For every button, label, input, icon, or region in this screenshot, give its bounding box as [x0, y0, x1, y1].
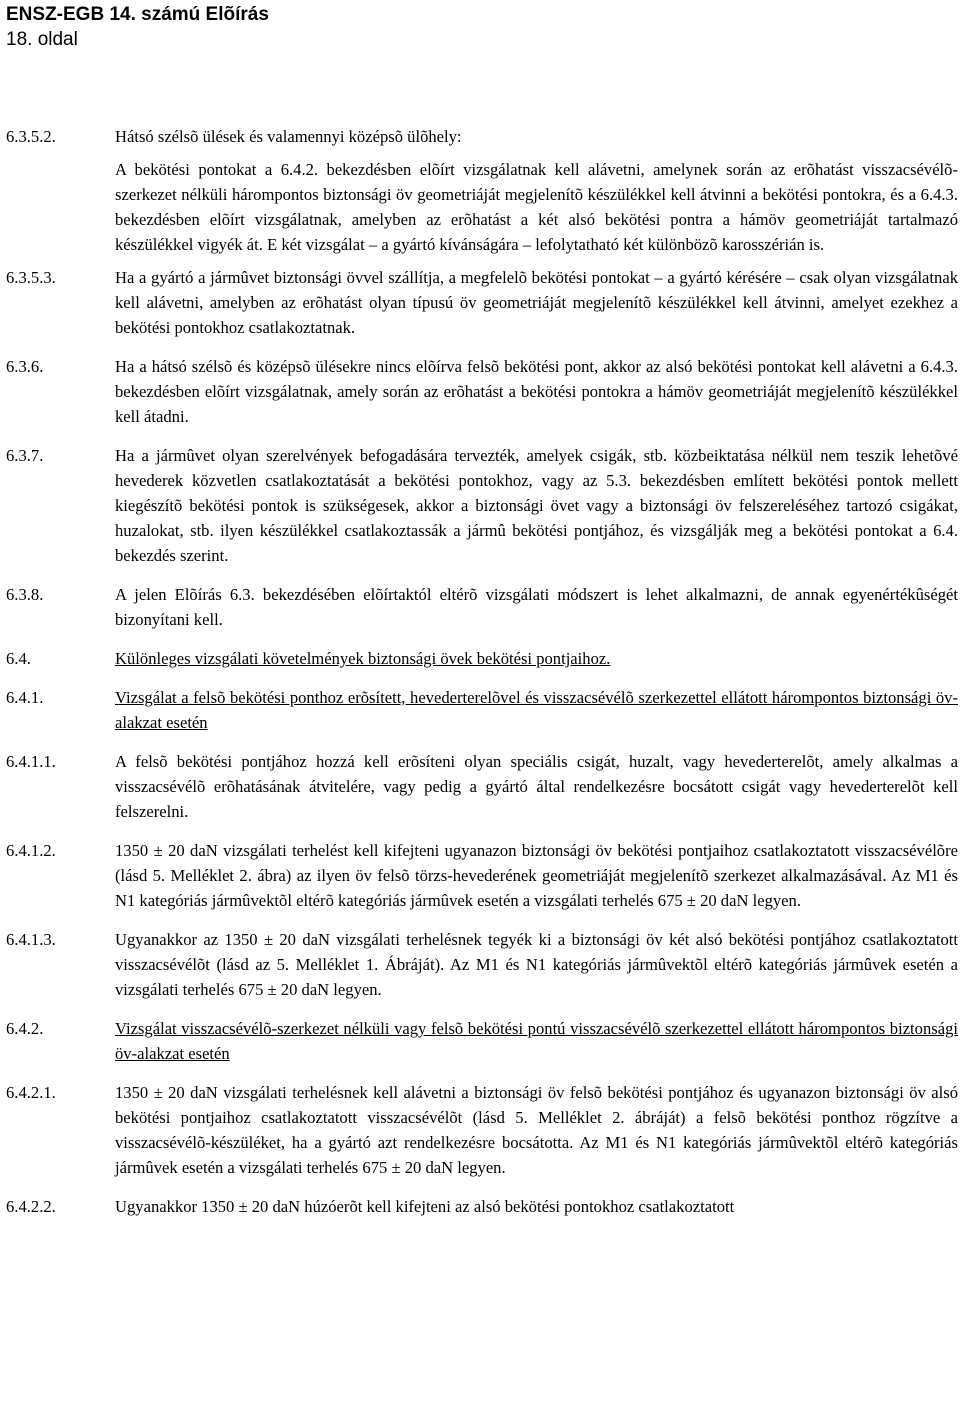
section-number: 6.4.1.1. [6, 752, 56, 771]
section-6-3-7 [6, 443, 958, 568]
section-heading: Különleges vizsgálati követelmények biztonsági övek bekötési pontjaihoz. [115, 649, 611, 668]
section-number: 6.4.1.3. [6, 930, 56, 949]
document-body [6, 124, 958, 1219]
section-text: Ha a jármûvet olyan szerelvények befogadására tervezték, amelyek csigák, stb. közbeiktatása nélkül nem teszik lehetõvé hevederek közvetlen csatlakoztatását a bekötési pontokhoz, vagy az 5.3. bekezdésben említett bekötési pontok mellett kiegészítõ bekötési pontok is szükségesek, akkor a biztonsági övet vagy a biztonsági öv felszereléséhez tartozó csigákat, huzalokat, stb. ilyen készülékkel csatlakoztassák a jármû bekötési pontjához, és vizsgálják meg a bekötési pontokat a 6.4. bekezdés szerint. [115, 446, 958, 565]
section-text: 1350 ± 20 daN vizsgálati terhelést kell kifejteni ugyanazon biztonsági öv bekötési pontjaihoz csatlakoztatott visszacsévélõre (lásd 5. Melléklet 2. ábra) az ilyen öv felsõ törzs-hevederének geometriáját megjelenítõ szerkezet alkalmazásával. Az M1 és N1 kategóriás jármûvektõl eltérõ kategóriás jármûvek esetén a vizsgálati terhelés 675 ± 20 daN legyen. [115, 841, 958, 910]
section-number: 6.3.7. [6, 446, 44, 465]
document-title: ENSZ-EGB 14. számú Elõírás [6, 4, 269, 25]
section-6-4-2 [6, 1016, 958, 1066]
section-6-4-2-1 [6, 1080, 958, 1180]
section-text: 1350 ± 20 daN vizsgálati terhelésnek kell alávetni a biztonsági öv felsõ bekötési pontjához és ugyanazon biztonsági öv alsó bekötési pontjaihoz csatlakoztatott visszacsévélõt (lásd 5. Melléklet 2. ábráját) a felsõ bekötési ponthoz rögzítve a visszacsévélõ-készüléket, ha a gyártó azt rendelkezésre bocsátotta. Az M1 és N1 kategóriás jármûvektõl eltérõ kategóriás jármûvek esetén a vizsgálati terhelés 675 ± 20 daN legyen. [115, 1083, 958, 1177]
section-text: Ugyanakkor az 1350 ± 20 daN vizsgálati terhelésnek tegyék ki a biztonsági öv két alsó bekötési pontjához csatlakoztatott visszacsévélõt (lásd az 5. Melléklet 1. Ábráját). Az M1 és N1 kategóriás jármûvektõl eltérõ kategóriás jármûvek esetén a vizsgálati terhelés 675 ± 20 daN legyen. [115, 930, 958, 999]
section-6-4 [6, 646, 958, 671]
section-number: 6.3.8. [6, 585, 44, 604]
page-header [6, 2, 269, 52]
section-heading: Vizsgálat visszacsévélõ-szerkezet nélküli vagy felsõ bekötési pontú visszacsévélõ szerkezettel ellátott hárompontos biztonsági öv-alakzat esetén [115, 1019, 958, 1063]
section-number: 6.4. [6, 649, 31, 668]
section-6-4-1-3 [6, 927, 958, 1002]
section-number: 6.4.1. [6, 688, 44, 707]
section-text: Ha a hátsó szélsõ és középsõ ülésekre nincs elõírva felsõ bekötési pont, akkor az alsó bekötési pontokat kell alávetni a 6.4.3. bekezdésben elõírt vizsgálatnak, amely során az erõhatást a bekötési pontokra a hámöv geometriáját megjelenítõ készülékkel kell átadni. [115, 357, 958, 426]
section-6-4-1 [6, 685, 958, 735]
section-text: A jelen Elõírás 6.3. bekezdésében elõírtaktól eltérõ vizsgálati módszert is lehet alkalmazni, de annak egyenértékûségét bizonyítani kell. [115, 585, 958, 629]
section-number: 6.4.2.1. [6, 1083, 56, 1102]
section-number: 6.3.5.3. [6, 268, 56, 287]
section-number: 6.4.1.2. [6, 841, 56, 860]
section-6-3-8 [6, 582, 958, 632]
section-text: A felsõ bekötési pontjához hozzá kell erõsíteni olyan speciális csigát, huzalt, vagy hevederterelõt, amely alkalmas a visszacsévélõ erõhatásának átvitelére, vagy pedig a gyártó által rendelkezésre bocsátott csigát vagy hevederterelõt kell felszerelni. [115, 752, 958, 821]
page-number: 18. oldal [6, 29, 78, 50]
section-6-3-6 [6, 354, 958, 429]
section-heading: Vizsgálat a felsõ bekötési ponthoz erõsített, hevederterelõvel és visszacsévélõ szerkezettel ellátott hárompontos biztonsági öv-alakzat esetén [115, 688, 958, 732]
section-6-4-1-2 [6, 838, 958, 913]
section-number: 6.3.5.2. [6, 127, 56, 146]
section-number: 6.4.2.2. [6, 1197, 56, 1216]
section-6-4-2-2 [6, 1194, 958, 1219]
section-6-4-1-1 [6, 749, 958, 824]
section-paragraph: A bekötési pontokat a 6.4.2. bekezdésben elõírt vizsgálatnak kell alávetni, amelynek során az erõhatást visszacsévélõ-szerkezet nélküli hárompontos biztonsági öv geometriáját megjelenítõ készülékkel kell átvinni a bekötési pontokra, és a 6.4.3. bekezdésben elõírt vizsgálatnak, amelyben az erõhatást a két alsó bekötési pontra a hámöv geometriáját tartalmazó készülékkel vigyék át. E két vizsgálat – a gyártó kívánságára – lefolytatható két különbözõ karosszérián is. [115, 160, 958, 254]
section-6-3-5-3 [6, 265, 958, 340]
section-text: Ugyanakkor 1350 ± 20 daN húzóerõt kell kifejteni az alsó bekötési pontokhoz csatlakoztatott [115, 1197, 735, 1216]
section-6-3-5-2 [6, 124, 958, 149]
section-text: Hátsó szélsõ ülések és valamennyi középsõ ülõhely: [115, 127, 462, 146]
section-text: Ha a gyártó a jármûvet biztonsági övvel szállítja, a megfelelõ bekötési pontokat – a gyártó kérésére – csak olyan vizsgálatnak kell alávetni, amelyben az erõhatást olyan típusú öv geometriáját megjelenítõ készülékkel kell átvinni, amelyet ezekhez a bekötési pontokhoz csatlakoztatnak. [115, 268, 958, 337]
section-number: 6.4.2. [6, 1019, 44, 1038]
section-number: 6.3.6. [6, 357, 44, 376]
